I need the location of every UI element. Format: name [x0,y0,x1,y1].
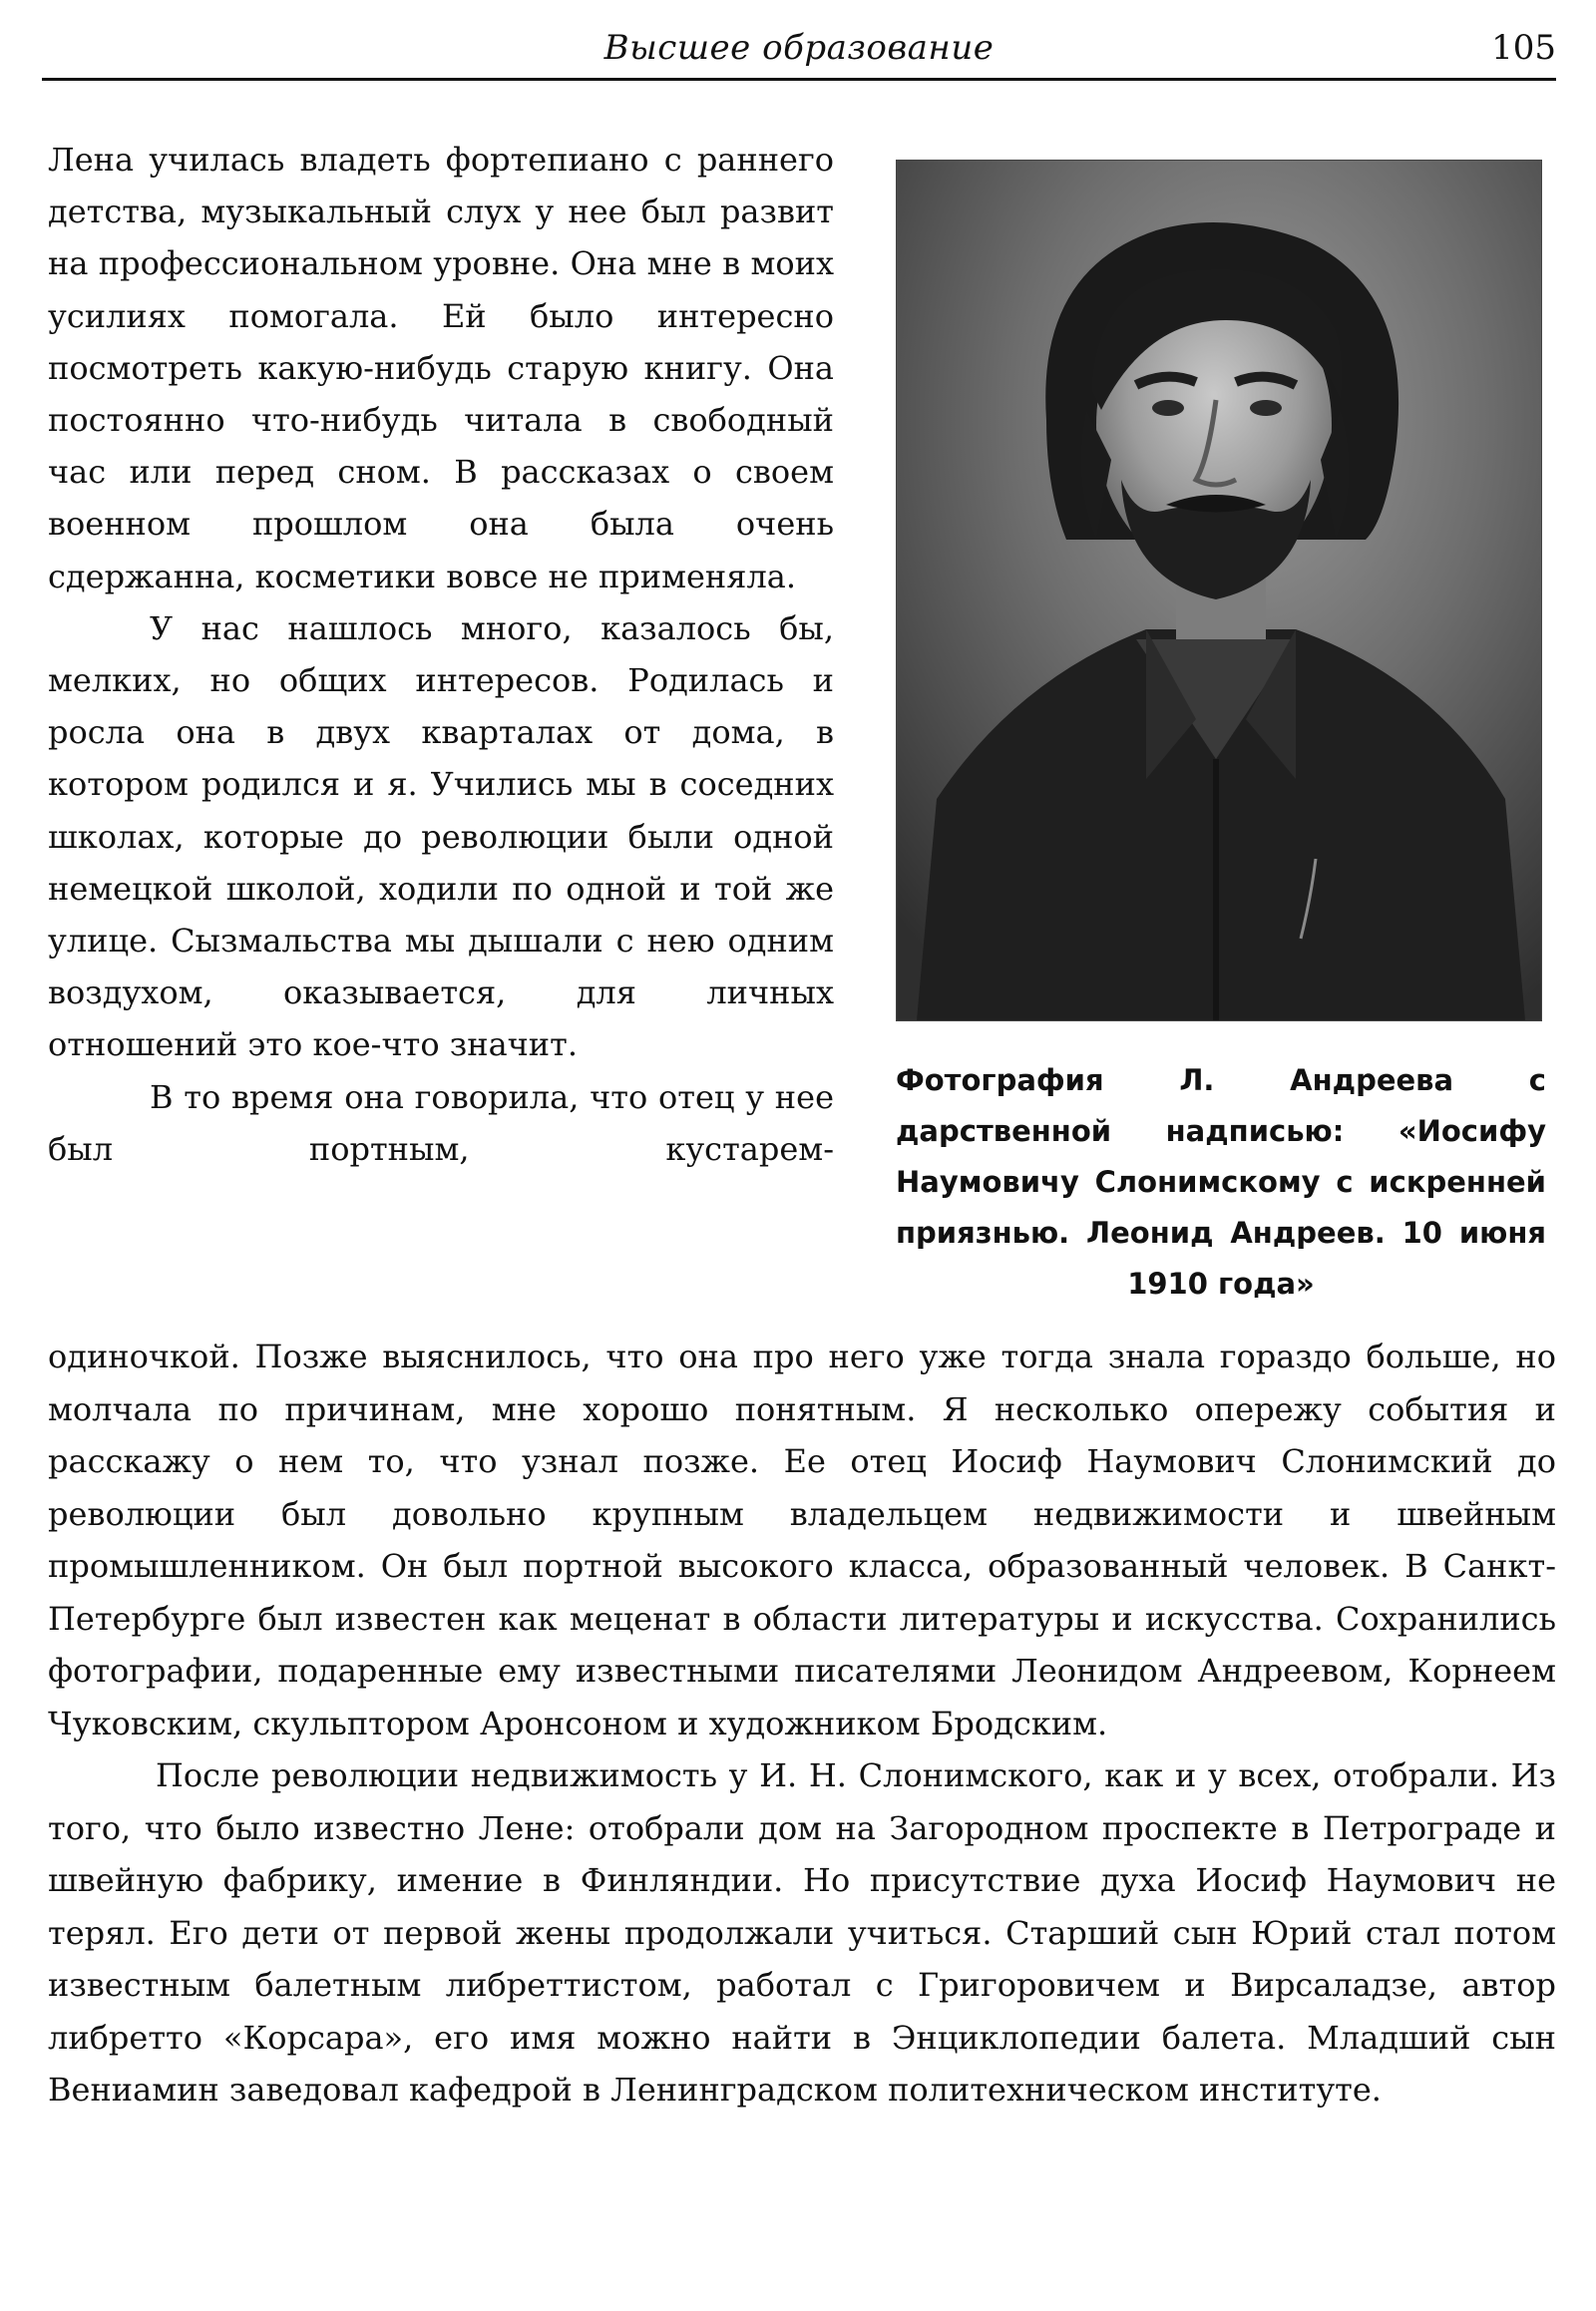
full-width-text [48,1331,1556,2117]
paragraph: У нас нашлось много, казалось бы, мелких, но общих интересов. Родилась и росла она в двух кварталах от дома, в котором родился и я. Учились мы в соседних школах, которые до революции были одной немецкой школой, ходили по одной и той же улице. Сызмальства мы дышали с нею одним воздухом, оказывается, для личных отношений это кое-что значит. [48,608,834,1064]
figure [896,160,1546,1310]
portrait-photo [896,160,1542,1021]
paragraph: одиночкой. Позже выяснилось, что она про него уже тогда знала гораздо больше, но молчала по причинам, мне хорошо понятным. Я несколько опережу события и расскажу о нем то, что узнал позже. Ее отец Иосиф Наумович Слонимский до революции был довольно крупным владельцем недвижимости и швейным промышленником. Он был портной высокого класса, образованный человек. В Санкт-Петербурге был известен как меценат в области литературы и искусства. Сохранились фотографии, подаренные ему известными писателями Леонидом Андреевом, Корнеем Чуковским, скульптором Аронсоном и художником Бродским. [48,1338,1556,1742]
running-title: Высшее образование [603,28,995,68]
paragraph: После революции недвижимость у И. Н. Слонимского, как и у всех, отобрали. Из того, что было известно Лене: отобрали дом на Загородном проспекте в Петрограде и швейную фабрику, имение в Финляндии. Но присутствие духа Иосиф Наумович не терял. Его дети от первой жены продолжали учиться. Старший сын Юрий стал потом известным балетным либреттистом, работал с Григоровичем и Вирсаладзе, автор либретто «Корсара», его имя можно найти в Энциклопедии балета. Младший сын Вениамин заведовал кафедрой в Ленинградском политехническом институте. [48,1756,1556,2109]
page-number: 105 [1491,28,1556,68]
running-head [42,22,1556,81]
photo-caption: Фотография Л. Андреева с дарственной надписью: «Иосифу Наумовичу Слонимскому с искренней приязнью. Леонид Андреев. 10 июня 1910 года» [896,1063,1546,1301]
paragraph: В то время она говорила, что отец у нее был портным, кустарем- [48,1077,834,1168]
portrait-illustration [897,161,1541,1020]
paragraph: Лена училась владеть фортепиано с раннего детства, музыкальный слух у нее был развит на профессиональном уровне. Она мне в моих усилиях помогала. Ей было интересно посмотреть какую-нибудь старую книгу. Она постоянно что-нибудь читала в свободный час или перед сном. В рассказах о своем военном прошлом она была очень сдержанна, косметики вовсе не применяла. [48,141,834,595]
column-text [48,134,834,1175]
